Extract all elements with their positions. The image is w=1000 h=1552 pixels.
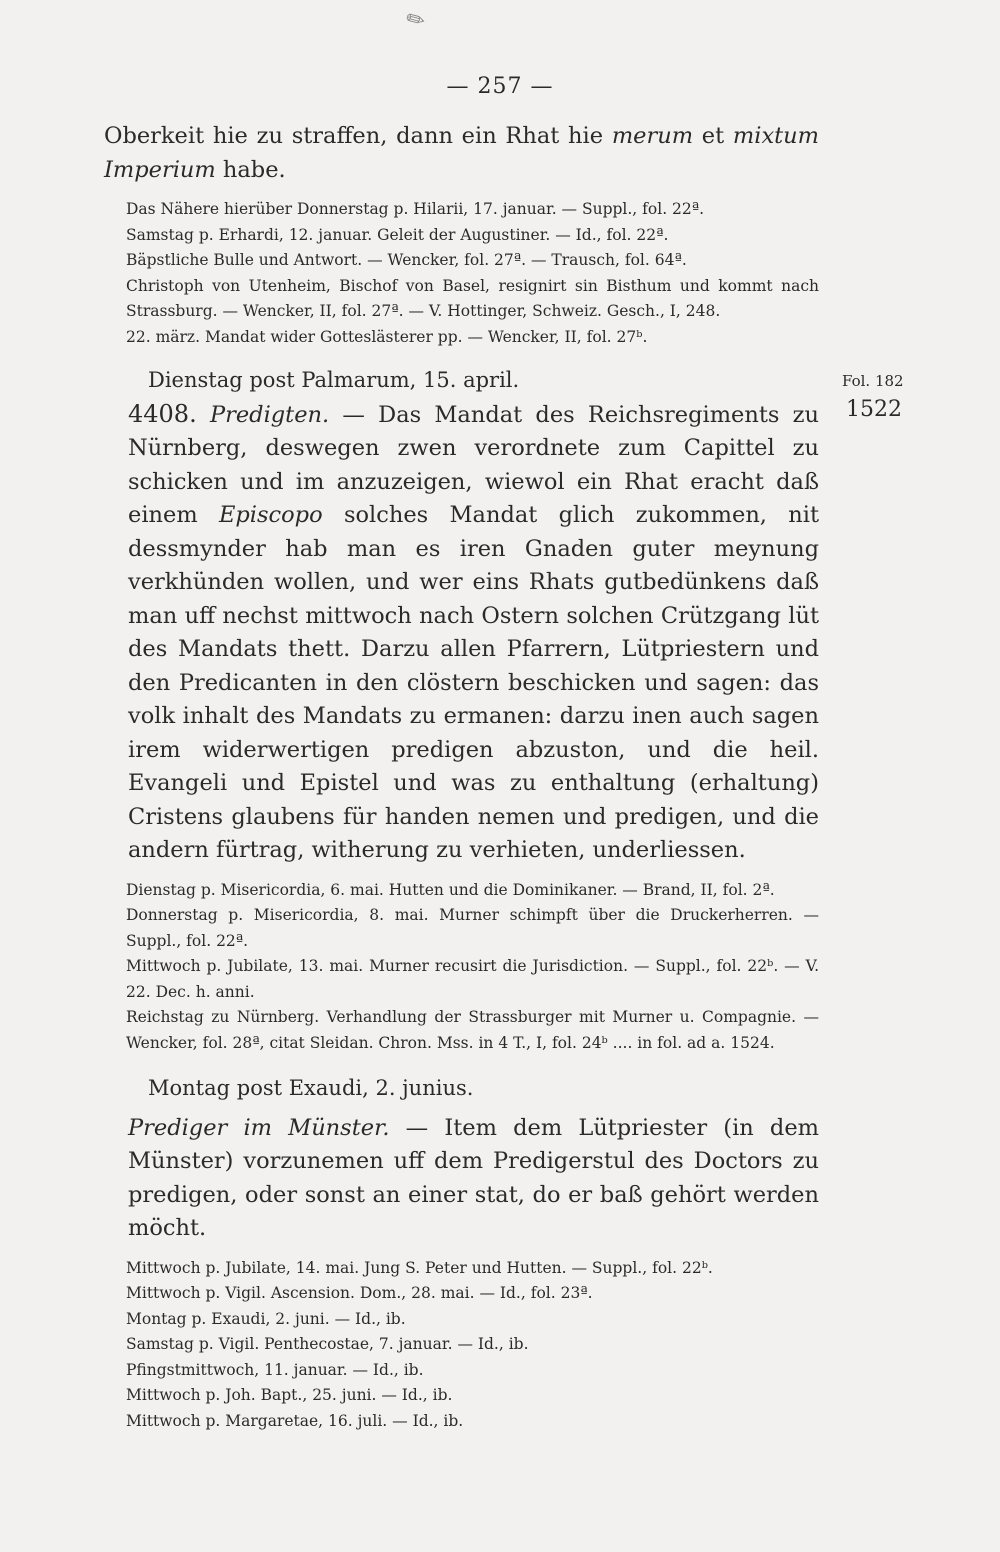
footnote-line: Mittwoch p. Jubilate, 13. mai. Murner recusirt die Jurisdiction. — Suppl., fol. 22ᵇ. — V. 22. Dec. h. anni. [126, 957, 819, 1001]
entry-title: Prediger im Münster. [128, 1114, 390, 1141]
footnote-line: Reichstag zu Nürnberg. Verhandlung der Strassburger mit Murner u. Compagnie. — Wencker, fol. 28ª, citat Sleidan. Chron. Mss. in 4 T., I, fol. 24ᵇ .... in fol. ad a. 1524. [126, 1008, 819, 1052]
footnote-line: Samstag p. Vigil. Penthecostae, 7. januar. — Id., ib. [126, 1335, 529, 1353]
margin-year: 1522 [846, 397, 902, 422]
footnote-line: Christoph von Utenheim, Bischof von Basel, resignirt sin Bisthum und kommt nach Strassburg. — Wencker, II, fol. 27ª. — V. Hottinger, Schweiz. Gesch., I, 248. [126, 276, 819, 320]
footnote-line: Mittwoch p. Margaretae, 16. juli. — Id., ib. [126, 1411, 464, 1430]
footnote-block-1 [104, 197, 819, 350]
footnote-line: Montag p. Exaudi, 2. juni. — Id., ib. [126, 1309, 406, 1328]
bleed-through-text [826, 112, 1000, 1412]
footnote-line: Pfingstmittwoch, 11. januar. — Id., ib. [126, 1360, 424, 1379]
footnote-line: Donnerstag p. Misericordia, 8. mai. Murner schimpft über die Druckerherren. — Suppl., fol. 22ª. [126, 906, 819, 950]
footnote-line: 22. märz. Mandat wider Gotteslästerer pp. — Wencker, II, fol. 27ᵇ. [126, 327, 648, 346]
footnote-line: Samstag p. Erhardi, 12. januar. Geleit der Augustiner. — Id., fol. 22ª. [126, 225, 669, 244]
footnote-line: Dienstag p. Misericordia, 6. mai. Hutten und die Dominikaner. — Brand, II, fol. 2ª. [126, 880, 775, 899]
footnote-line: Mittwoch p. Jubilate, 14. mai. Jung S. Peter und Hutten. — Suppl., fol. 22ᵇ. [126, 1258, 713, 1277]
footnote-line: Mittwoch p. Joh. Bapt., 25. juni. — Id., ib. [126, 1386, 453, 1404]
footnote-block-3 [104, 1256, 819, 1435]
entry-4408: 4408. Predigten. — Das Mandat des Reichsregiments zu Nürnberg, deswegen zwen verordnete zum Capittel zu schicken und im anzuzeigen, wiewol ein Rhat eracht daß einem Episcopo solches Mandat glich zukommen, nit dessmynder hab man es iren Gnaden guter meynung verkhünden wollen, und wer eins Rhats gutbedünkens daß man uff nechst mittwoch nach Ostern solchen Crützgang lüt des Mandats thett. Darzu allen Pfarrern, Lütpriestern und den Predicanten in den clöstern beschicken und sagen: das volk inhalt des Mandats zu ermanen: darzu inen auch sagen irem widerwertigen predigen abzuston, und die heil. Evangeli und Epistel und was zu enthaltung (erhaltung) Cristens glaubens für handen nemen und predigen, und die andern fürtrag, witherung zu verhieten, underliessen. [128, 399, 820, 863]
footnote-block-2 [104, 878, 819, 1057]
footnote-line: Das Nähere hierüber Donnerstag p. Hilarii, 17. januar. — Suppl., fol. 22ª. [126, 200, 705, 218]
page-number: — 257 — [446, 74, 554, 99]
entry-number: 4408. [128, 399, 197, 428]
page-body [104, 120, 819, 1434]
date-heading-1: Dienstag post Palmarum, 15. april. [148, 368, 520, 392]
footnote-line: Mittwoch p. Vigil. Ascension. Dom., 28. mai. — Id., fol. 23ª. [126, 1284, 593, 1302]
intro-paragraph: Oberkeit hie zu straffen, dann ein Rhat hie merum et mixtum Imperium habe. [104, 123, 819, 183]
date-heading-2: Montag post Exaudi, 2. junius. [148, 1076, 474, 1100]
margin-folio: Fol. 182 [842, 372, 904, 390]
footnote-line: Bäpstliche Bulle und Antwort. — Wencker, fol. 27ª. — Trausch, fol. 64ª. [126, 251, 687, 269]
entry-prediger: Prediger im Münster. — Item dem Lütpriester (in dem Münster) vorzunemen uff dem Predigerstul des Doctors zu predigen, oder sonst an einer stat, do er baß gehört werden möcht. [128, 1114, 819, 1241]
entry-title: Predigten. [209, 401, 330, 428]
ink-mark: ✎ [401, 5, 431, 36]
